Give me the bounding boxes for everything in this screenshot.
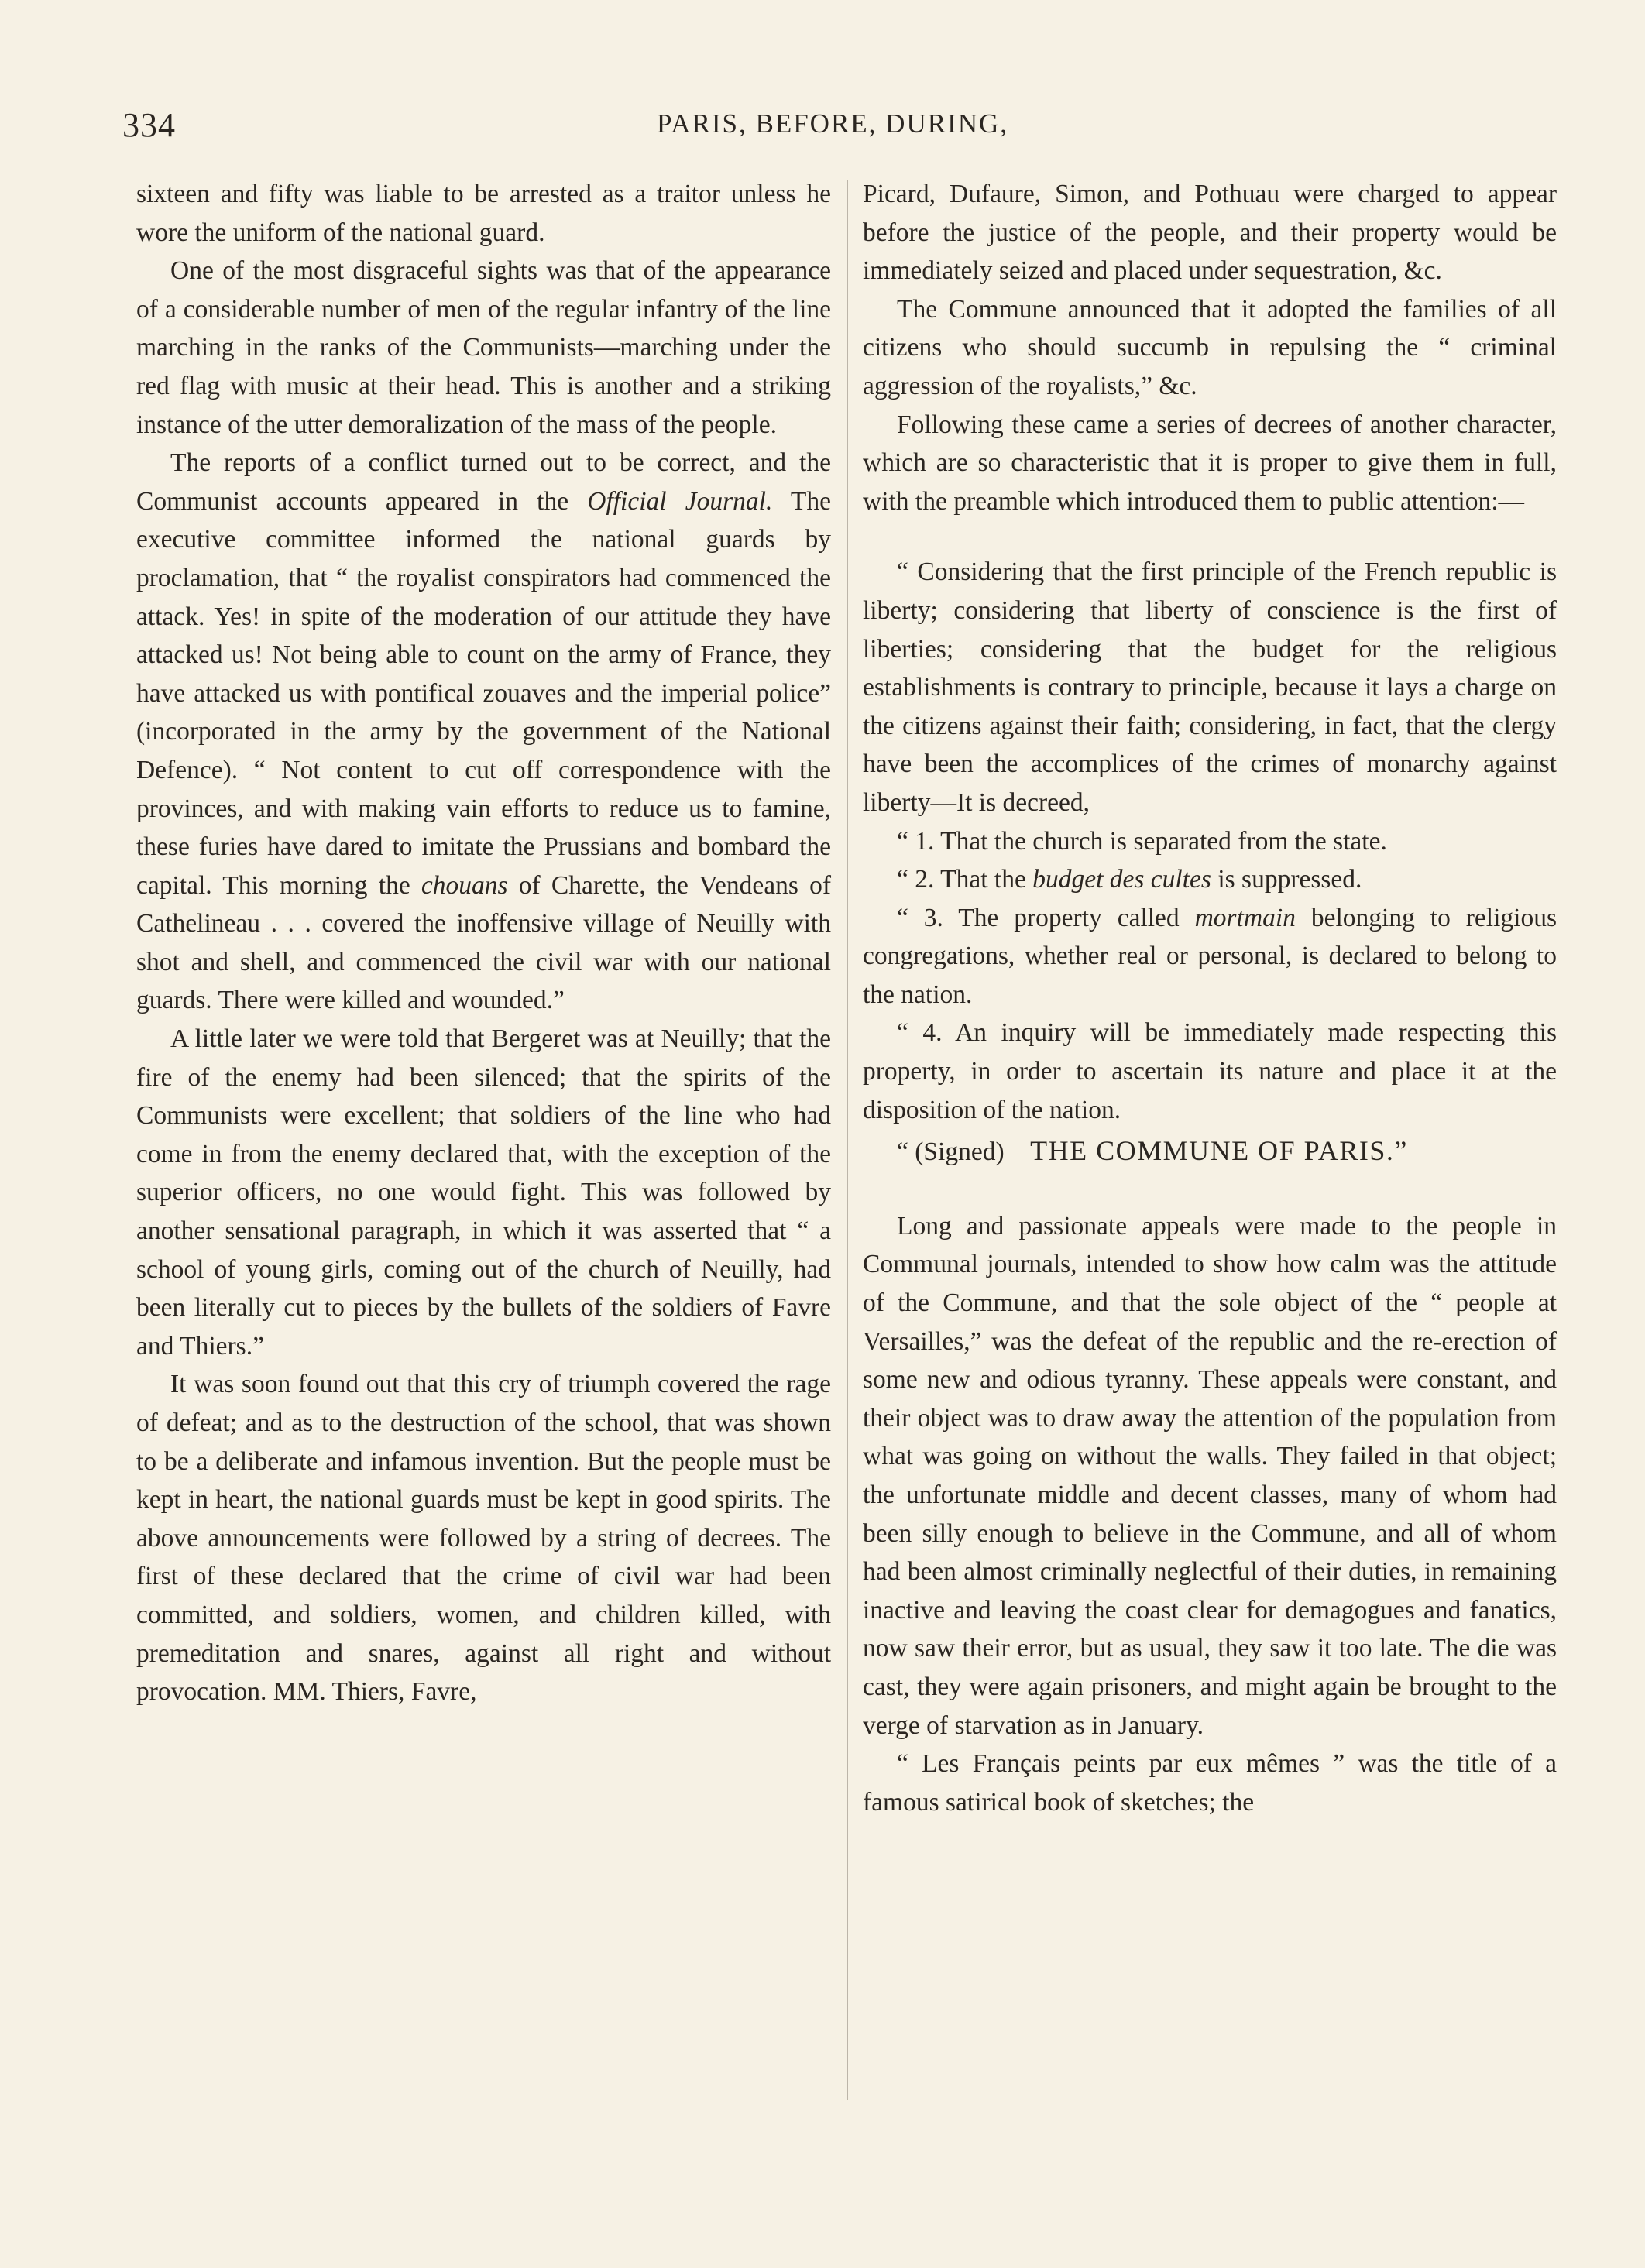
right-paragraph-5: Long and passionate appeals were made to the people in Communal journals, intended to show how calm was the attitude of the Commune, and that the sole object of the “ people at Versailles,” was the defeat of the republic and the re-erection of some new and odious tyranny. These appeals were constant, and their object was to draw away the attention of the population from what was going on without the walls. They failed in that object; the unfortunate middle and decent classes, many of whom had been silly enough to believe in the Commune, and all of whom had been almost criminally neglectful of their duties, in remaining inactive and leaving the coast clear for demagogues and fanatics, now saw their error, but as usual, they saw it too late. The die was cast, they were again prisoners, and might again be brought to the verge of starvation as in January. <box>863 1211 1557 1740</box>
decree-preamble: “ Considering that the first principle of the French republic is liberty; considering that liberty of conscience is the first of liberties; considering that the budget for the religious establishments is contrary to principle, because it lays a charge on the citizens against their faith; considering, in fact, that the clergy have been the accomplices of the crimes of monarchy against liberty—It is decreed, <box>863 558 1557 817</box>
left-paragraph-3-part-a: The reports of a conflict turned out to be correct, and the Communist accounts appeared in the <box>136 448 831 516</box>
column-divider <box>847 180 848 2100</box>
decree-signature <box>863 1132 1557 1172</box>
chouans-term: chouans <box>421 870 508 900</box>
decree-item-2 <box>863 860 1557 899</box>
left-paragraph-4: A little later we were told that Bergeret was at Neuilly; that the fire of the enemy had been silenced; that the spirits of the Communists were excellent; that soldiers of the line who had come in from the enemy declared that, with the exception of the superior officers, no one would fight. This was followed by another sensational paragraph, in which it was asserted that “ a school of young girls, coming out of the church of Neuilly, had been literally cut to pieces by the bullets of the soldiers of Favre and Thiers.” <box>136 1024 831 1360</box>
signed-name: THE COMMUNE OF PARIS.” <box>1030 1135 1408 1167</box>
left-paragraph-2: One of the most disgraceful sights was that of the appearance of a considerable number of men of the regular infantry of the line marching in the ranks of the Communists—marching under the red flag with music at their head. This is another and a striking instance of the utter demoralization of the mass of the people. <box>136 256 831 439</box>
decree-item-3-part-a: “ 3. The property called <box>897 903 1195 932</box>
left-paragraph-3-part-b: The executive committee informed the national guards by proclamation, that “ the royalist conspirators had commenced the attack. Yes! in spite of the moderation of our attitude they have attacked us! Not being able to count on the army of France, they have attacked us with pontifical zouaves and the imperial police” (incorporated in the army by the government of the National Defence). “ Not content to cut off correspondence with the provinces, and with making vain efforts to reduce us to famine, these furies have dared to imitate the Prussians and bombard the capital. This morning the <box>136 486 831 900</box>
running-title: PARIS, BEFORE, DURING, <box>657 108 1009 139</box>
left-paragraph-1: sixteen and fifty was liable to be arrested as a traitor unless he wore the uniform of the national guard. <box>136 180 831 247</box>
right-paragraph-6: “ Les Français peints par eux mêmes ” was the title of a famous satirical book of sketches; the <box>863 1749 1557 1817</box>
left-paragraph-3 <box>136 444 831 1020</box>
page-number: 334 <box>122 106 176 144</box>
right-paragraph-1: Picard, Dufaure, Simon, and Pothuau were charged to appear before the justice of the people, and their property would be immediately seized and placed under sequestration, &c. <box>863 180 1557 286</box>
decree-item-1: “ 1. That the church is separated from the state. <box>897 826 1387 856</box>
decree-item-4: “ 4. An inquiry will be immediately made respecting this property, in order to ascertain its nature and place it at the disposition of the nation. <box>863 1018 1557 1124</box>
left-paragraph-3-part-c: of Charette, the Vendeans of Cathelineau . . . covered the inoffensive village of Neuilly with shot and shell, and commenced the civil war with our national guards. There were killed and wounded.” <box>136 870 831 1015</box>
right-paragraph-2: The Commune announced that it adopted the families of all citizens who should succumb in repulsing the “ criminal aggression of the royalists,” &c. <box>863 294 1557 400</box>
right-paragraph-3: Following these came a series of decrees of another character, which are so characteristic that it is proper to give them in full, with the preamble which introduced them to public attention:— <box>863 410 1557 516</box>
decree-item-3-part-b: belonging to religious congregations, whether real or personal, is declared to belong to the nation. <box>863 903 1557 1009</box>
left-paragraph-5: It was soon found out that this cry of triumph covered the rage of defeat; and as to the destruction of the school, that was shown to be a deliberate and infamous invention. But the people must be kept in heart, the national guards must be kept in good spirits. The above announcements were followed by a string of decrees. The first of these declared that the crime of civil war had been committed, and soldiers, women, and children killed, with premeditation and snares, against all right and without provocation. MM. Thiers, Favre, <box>136 1370 831 1707</box>
budget-des-cultes-term: budget des cultes <box>1032 865 1211 894</box>
decree-item-3 <box>863 899 1557 1014</box>
mortmain-term: mortmain <box>1194 903 1296 932</box>
right-column <box>863 175 1557 1821</box>
left-column <box>136 175 831 1711</box>
official-journal-title: Official Journal. <box>587 486 773 516</box>
signed-label: “ (Signed) <box>897 1137 1005 1167</box>
decree-item-2-part-a: “ 2. That the <box>897 865 1033 894</box>
running-head <box>122 105 1586 160</box>
decree-item-2-part-b: is suppressed. <box>1211 865 1362 894</box>
